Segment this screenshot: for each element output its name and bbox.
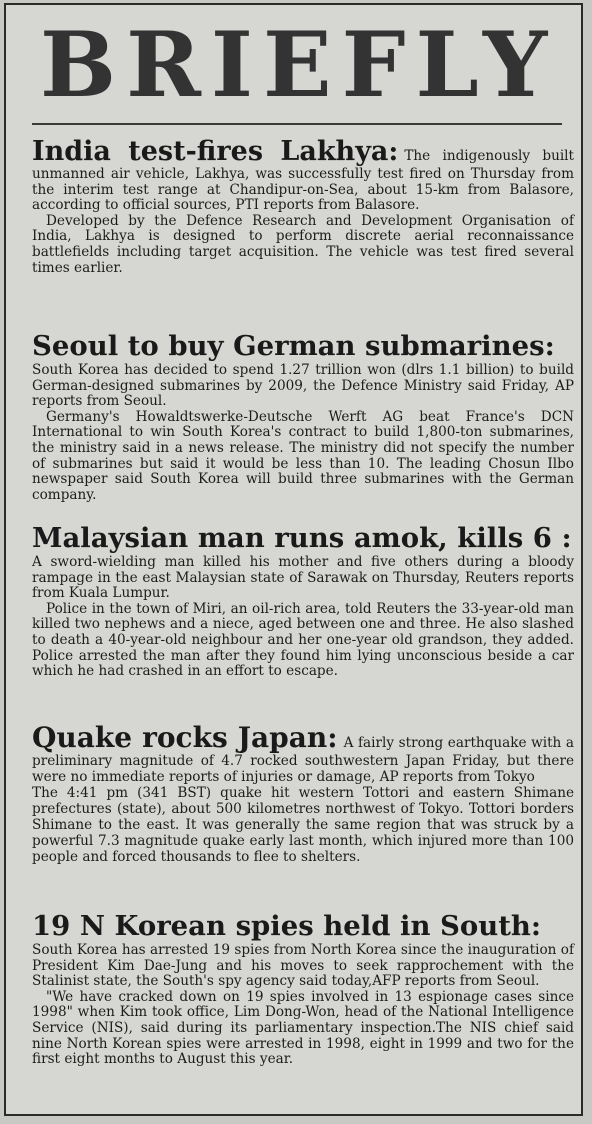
story-body-text: The indigenously built unmanned air vehicle, Lakhya, was successfully test fired on Thursday from the interim test range at Chandipur-on-Sea, about 15-km from Balasore, according to official sources, PTI reports from Balasore. bbox=[32, 148, 574, 214]
masthead-rule bbox=[32, 123, 562, 125]
story-seoul-submarines bbox=[32, 331, 574, 503]
story-body-text: A fairly strong earthquake with a preliminary magnitude of 4.7 rocked southwestern Japan Friday, but there were no immediate reports of injuries or damage, AP reports from Tokyo bbox=[32, 735, 575, 785]
story-headline: Seoul to buy German submarines: bbox=[32, 330, 555, 362]
story-headline: India test-fires Lakhya: bbox=[32, 136, 399, 167]
story-india-lakhya bbox=[32, 137, 574, 276]
story-korean-spies bbox=[32, 911, 574, 1068]
story-headline: 19 N Korean spies held in South: bbox=[32, 910, 542, 942]
story-headline: Quake rocks Japan: bbox=[32, 721, 338, 754]
story-quake-japan bbox=[32, 723, 574, 865]
story-paragraph: The 4:41 pm (341 BST) quake hit western Tottori and eastern Shimane prefectures (state), about 500 kilometres northwest of Tokyo. Tottori borders Shimane to the east. It was generally the same region that was struck by a powerful 7.3 magnitude quake early last month, which injured more than 100 people and forced thousands to flee to shelters. bbox=[32, 785, 574, 865]
story-paragraph: Germany's Howaldtswerke-Deutsche Werft AG beat France's DCN International to win South Korea's contract to build 1,800-ton submarines, the ministry said in a news release. The ministry did not specify the number of submarines but said it would be less than 10. The leading Chosun Ilbo newspaper said South Korea will build three submarines with the German company. bbox=[32, 408, 574, 503]
story-malaysian-amok bbox=[32, 523, 574, 680]
story-paragraph: Developed by the Defence Research and Development Organisation of India, Lakhya is designed to perform discrete aerial reconnaissance battlefields including target acquisition. The vehicle was test fired several times earlier. bbox=[32, 212, 574, 276]
story-paragraph: South Korea has arrested 19 spies from North Korea since the inauguration of President Kim Dae-Jung and his moves to seek rapprochement with the Stalinist state, the South's spy agency said today,AFP reports from Seoul. bbox=[32, 942, 574, 990]
masthead-title: BRIEFLY bbox=[40, 12, 558, 118]
story-paragraph: "We have cracked down on 19 spies involved in 13 espionage cases since 1998" when Kim took office, Lim Dong-Won, head of the National Intelligence Service (NIS), said during its parliamentary inspection.The NIS chief said nine North Korean spies were arrested in 1998, eight in 1999 and two for the first eight months to August this year. bbox=[32, 988, 574, 1068]
story-paragraph: South Korea has decided to spend 1.27 trillion won (dlrs 1.1 billion) to build German-designed submarines by 2009, the Defence Ministry said Friday, AP reports from Seoul. bbox=[32, 362, 574, 410]
story-headline: Malaysian man runs amok, kills 6 : bbox=[32, 522, 572, 554]
news-briefs-panel bbox=[4, 3, 583, 1116]
story-lead-paragraph bbox=[32, 137, 574, 214]
story-paragraph: Police in the town of Miri, an oil-rich area, told Reuters the 33-year-old man killed two nephews and a niece, aged between one and three. He also slashed to death a 40-year-old neighbour and her one-year old grandson, they added. Police arrested the man after they found him lying unconscious beside a car which he had crashed in an effort to escape. bbox=[32, 600, 574, 680]
story-paragraph: A sword-wielding man killed his mother and five others during a bloody rampage in the east Malaysian state of Sarawak on Thursday, Reuters reports from Kuala Lumpur. bbox=[32, 554, 574, 602]
story-lead-paragraph bbox=[32, 723, 574, 785]
